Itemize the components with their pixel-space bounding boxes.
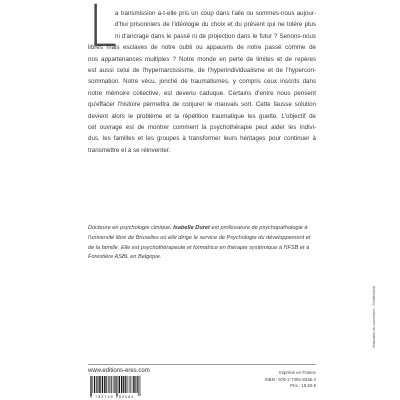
divider [88, 364, 316, 365]
back-cover-blurb [88, 8, 316, 156]
blurb-line: d'hui prisonniers de l'idéologie du choix et du présent qui ne tolère plus [115, 21, 316, 29]
barcode-bar [127, 376, 128, 393]
isbn: ISBN : 978-2-7492-8336-4 [264, 376, 316, 382]
blurb-line: transmettre et à se réinventer. [88, 146, 171, 154]
author-bio [88, 224, 316, 263]
barcode-bar [96, 376, 97, 393]
barcode-bar [114, 376, 115, 393]
barcode-bar [90, 376, 91, 396]
bio-line: l'université libre de Bruxelles où elle dirige le service de Psychologie du développement et [88, 234, 311, 241]
barcode-bar [97, 376, 98, 393]
barcode-bar [113, 376, 114, 393]
blurb-line: ni d'ancrage dans le passé ni de projection dans le futur ? Serions-nous [115, 32, 316, 40]
barcode-bar [104, 376, 105, 393]
blurb-line: est aussi celui de l'hypernarcissisme, de l'hyperindividualisme et de l'hypercon- [88, 67, 316, 75]
author-name: Isabelle Duret [173, 225, 210, 231]
barcode-bar [102, 376, 103, 393]
barcode-bar [110, 376, 111, 393]
blurb-line: dus, les familles et les groupes à transformer leurs héritages pour continuer à [88, 135, 316, 143]
bio-line: de la famille. Elle est psychothérapeute et formatrice en thérapie systémique à l'IFSB et à [88, 244, 310, 251]
barcode-bar [100, 376, 101, 393]
barcode-bar [140, 376, 141, 396]
barcode-bar [94, 376, 95, 393]
blurb-line: nos appartenances multiples ? Notre monde en perte de limites et de repères [88, 55, 316, 63]
blurb-line: sommation. Notre vécu, jonché de traumatismes, y compris ceux inscrits dans [88, 78, 316, 86]
bio-text: est professeure de psychopathologie à [209, 225, 308, 231]
blurb-line: devient alors le problème et la répétition traumatique les guette. L'objectif de [88, 112, 316, 120]
printed-in: Imprimé en France [279, 370, 316, 375]
bio-line [88, 224, 316, 234]
barcode-bar [121, 376, 122, 393]
barcode-bar [123, 376, 124, 393]
barcode-bar [137, 376, 138, 393]
barcode-bar [116, 376, 117, 396]
barcode-bar [125, 376, 126, 393]
barcode-bar [132, 376, 133, 393]
price: Prix : 16,50 € [290, 383, 316, 389]
publisher-website: www.editions-eres.com [88, 368, 150, 374]
blurb-line: libres mais esclaves de notre oubli ou appauvris de notre passé comme de [88, 44, 316, 52]
blurb-line: cet ouvrage est de montrer comment la psychothérapie peut aider les indivi- [88, 124, 316, 132]
barcode-bar [119, 376, 120, 393]
blurb-line: qu'effacer l'histoire permettra de conjurer le mauvais sort. Cette fausse solution [88, 101, 316, 109]
barcode-bar [118, 376, 119, 396]
barcode-bar [135, 376, 136, 393]
bio-line: Forestière ASBL en Belgique. [88, 254, 162, 261]
blurb-line: a transmission a-t-elle pris un coup dans l'aile ou sommes-nous aujour- [115, 10, 316, 17]
blurb-line: notre mémoire collective, est devenu caduque. Certains d'entre nous pensent [88, 89, 316, 97]
bio-text: Docteure en psychologie clinique, [88, 225, 174, 231]
dropcap-letter: L [88, 0, 118, 60]
barcode-bar [130, 376, 131, 393]
publication-info [260, 370, 316, 390]
barcode-bar [106, 376, 107, 393]
barcode-bar [99, 376, 100, 393]
barcode-bar [108, 376, 109, 393]
barcode-bar [91, 376, 92, 396]
barcode-bar [139, 376, 140, 396]
barcode-digits: 9 782749 283364 [90, 395, 135, 399]
barcode-bar [92, 376, 93, 393]
barcode-bar [111, 376, 112, 393]
cover-illustration-credit: Illustration de couverture : Shutterstock [372, 285, 376, 348]
barcode-bar [129, 376, 130, 393]
barcode-bar [133, 376, 134, 393]
